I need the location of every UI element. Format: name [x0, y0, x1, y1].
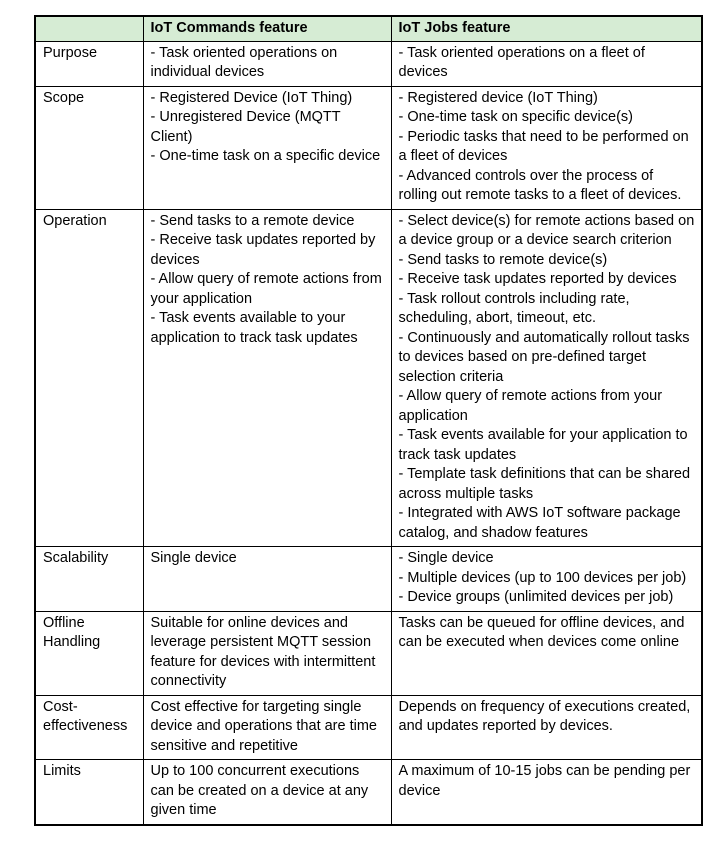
- cell-line: - Continuously and automatically rollout tasks to devices based on pre-defined target selection criteria: [398, 329, 690, 385]
- cell-line: Depends on frequency of executions created, and updates reported by devices.: [398, 698, 691, 734]
- cell-line: Single device: [150, 550, 237, 566]
- header-cell-iot-jobs: IoT Jobs feature: [391, 16, 702, 41]
- comparison-table: [34, 15, 703, 826]
- table-row: [35, 547, 702, 612]
- jobs-cell: [391, 611, 702, 695]
- table-row: [35, 86, 702, 209]
- jobs-cell: [391, 695, 702, 760]
- commands-cell: [143, 547, 391, 612]
- row-label: Purpose: [35, 41, 143, 86]
- header-cell-empty: [35, 16, 143, 41]
- cell-line: - Integrated with AWS IoT software package catalog, and shadow features: [398, 505, 681, 541]
- commands-cell: [143, 86, 391, 209]
- cell-line: A maximum of 10-15 jobs can be pending per device: [398, 763, 691, 799]
- row-label: Scalability: [35, 547, 143, 612]
- table-row: [35, 209, 702, 547]
- cell-line: - Task oriented operations on individual devices: [150, 44, 338, 80]
- cell-line: - Allow query of remote actions from your application: [398, 388, 663, 424]
- cell-line: Cost effective for targeting single device and operations that are time sensitive and repetitive: [150, 698, 377, 754]
- cell-line: - Send tasks to a remote device: [150, 212, 355, 229]
- table-row: [35, 760, 702, 825]
- cell-line: - Advanced controls over the process of rolling out remote tasks to a fleet of devices.: [398, 167, 682, 203]
- row-label: Operation: [35, 209, 143, 547]
- cell-line: - Registered device (IoT Thing): [398, 89, 598, 106]
- table-header-row: [35, 16, 702, 41]
- cell-line: - Task oriented operations on a fleet of devices: [398, 44, 645, 80]
- commands-cell: [143, 695, 391, 760]
- table-row: [35, 695, 702, 760]
- cell-line: - Task events available to your application to track task updates: [150, 310, 358, 346]
- cell-line: - Registered Device (IoT Thing): [150, 89, 353, 106]
- cell-line: - One-time task on a specific device: [150, 148, 381, 164]
- row-label: Offline Handling: [35, 611, 143, 695]
- cell-line: - Device groups (unlimited devices per job): [398, 589, 674, 605]
- cell-line: - Unregistered Device (MQTT Client): [150, 109, 341, 145]
- cell-line: - Template task definitions that can be shared across multiple tasks: [398, 466, 691, 502]
- commands-cell: [143, 760, 391, 825]
- cell-line: - Receive task updates reported by devices: [150, 232, 376, 268]
- commands-cell: [143, 41, 391, 86]
- cell-line: - Task events available for your application to track task updates: [398, 427, 688, 463]
- commands-cell: [143, 611, 391, 695]
- row-label: Limits: [35, 760, 143, 825]
- cell-line: - Single device: [398, 550, 494, 566]
- cell-line: - Send tasks to remote device(s): [398, 251, 608, 268]
- cell-line: Up to 100 concurrent executions can be created on a device at any given time: [150, 763, 369, 818]
- cell-line: - Allow query of remote actions from your application: [150, 271, 382, 307]
- header-cell-iot-commands: IoT Commands feature: [143, 16, 391, 41]
- cell-line: - Select device(s) for remote actions based on a device group or a device search criterion: [398, 212, 695, 248]
- table-row: [35, 41, 702, 86]
- row-label: Scope: [35, 86, 143, 209]
- cell-line: - Periodic tasks that need to be performed on a fleet of devices: [398, 128, 689, 164]
- cell-line: - Task rollout controls including rate, scheduling, abort, timeout, etc.: [398, 290, 630, 326]
- cell-line: - Multiple devices (up to 100 devices per job): [398, 569, 687, 586]
- table-row: [35, 611, 702, 695]
- cell-line: - Receive task updates reported by devices: [398, 271, 677, 287]
- jobs-cell: [391, 86, 702, 209]
- cell-line: Suitable for online devices and leverage persistent MQTT session feature for devices with intermittent connectivity: [150, 614, 376, 689]
- table-body: [35, 41, 702, 825]
- jobs-cell: [391, 547, 702, 612]
- jobs-cell: [391, 209, 702, 547]
- cell-line: Tasks can be queued for offline devices, and can be executed when devices come online: [398, 614, 685, 650]
- jobs-cell: [391, 760, 702, 825]
- commands-cell: [143, 209, 391, 547]
- cell-line: - One-time task on specific device(s): [398, 109, 633, 125]
- row-label: Cost-effectiveness: [35, 695, 143, 760]
- jobs-cell: [391, 41, 702, 86]
